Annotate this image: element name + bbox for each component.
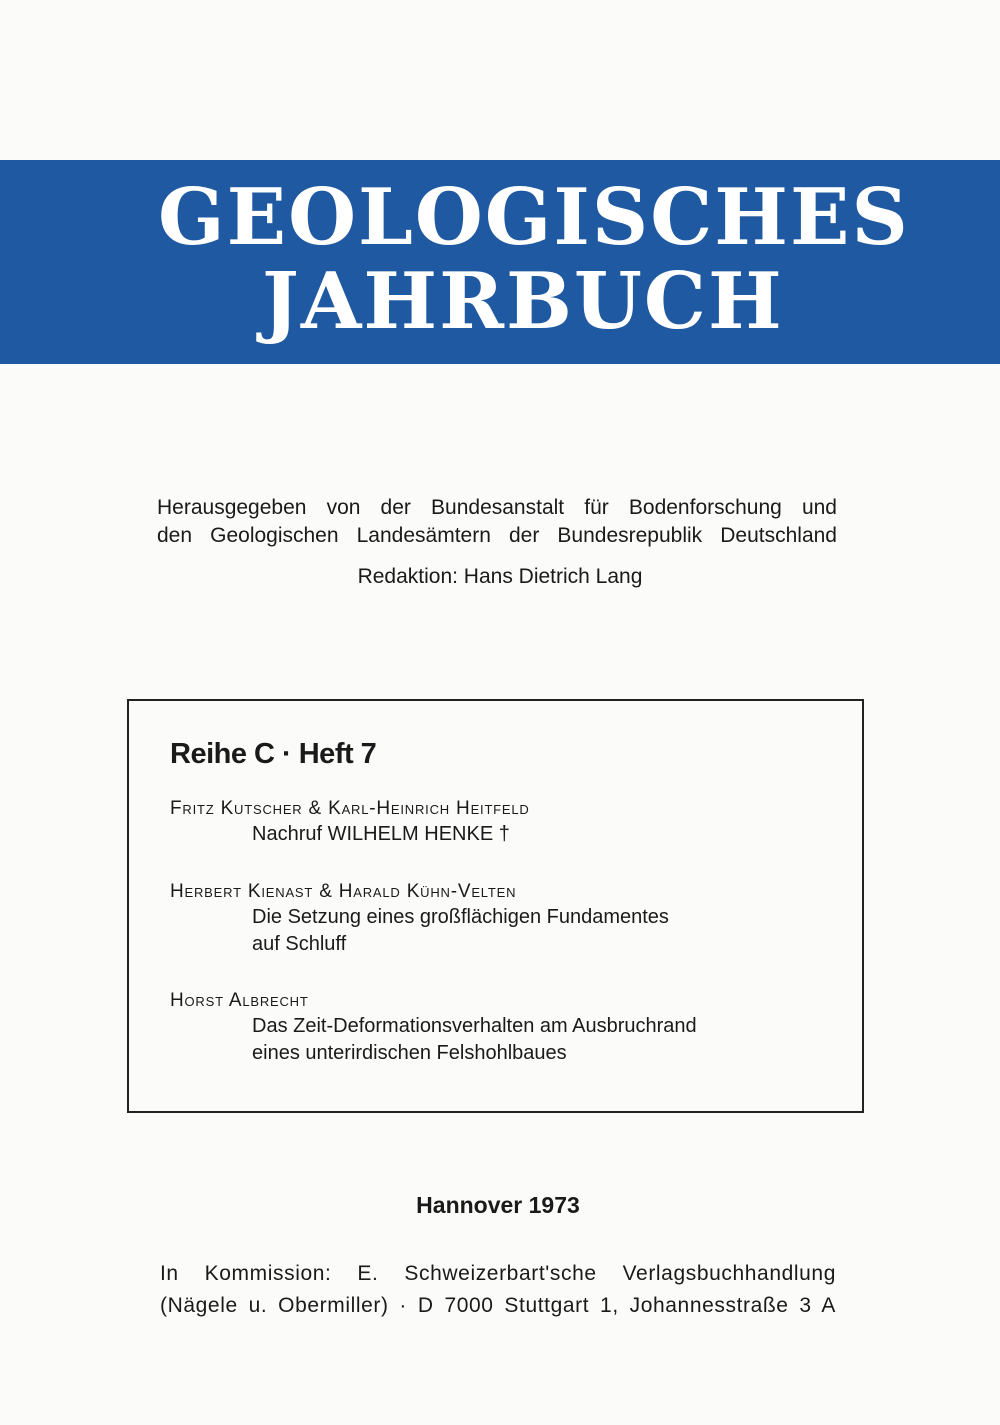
- editor-text: Redaktion: Hans Dietrich Lang: [357, 565, 643, 588]
- journal-title-line-2: JAHRBUCH: [262, 256, 784, 347]
- article-title: [252, 821, 530, 848]
- commission-imprint: [160, 1258, 836, 1322]
- journal-title-line-1: GEOLOGISCHES: [158, 172, 910, 263]
- title-band: [0, 160, 1000, 364]
- article-title-line-1: Das Zeit-Deformationsverhalten am Ausbruchrand: [252, 1015, 697, 1037]
- article-entry: [170, 797, 530, 848]
- contents-box: [127, 699, 864, 1113]
- article-title-line-1: Nachruf WILHELM HENKE †: [252, 823, 510, 845]
- article-title: [252, 1013, 697, 1067]
- article-title-line-2: eines unterirdischen Felshohlbaues: [252, 1042, 567, 1064]
- article-entry: [170, 989, 697, 1067]
- place-year: Hannover 1973: [416, 1192, 580, 1218]
- article-title: [252, 904, 669, 958]
- article-title-line-2: auf Schluff: [252, 933, 347, 955]
- article-entry: [170, 880, 669, 958]
- article-authors: Horst Albrecht: [170, 990, 309, 1011]
- commission-line-1: In Kommission: E. Schweizerbart'sche Verlagsbuchhandlung: [160, 1262, 836, 1285]
- series-heading: Reihe C · Heft 7: [170, 738, 377, 770]
- article-authors: Herbert Kienast & Harald Kühn-Velten: [170, 881, 517, 902]
- article-title-line-1: Die Setzung eines großflächigen Fundamentes: [252, 906, 669, 928]
- article-authors: Fritz Kutscher & Karl-Heinrich Heitfeld: [170, 798, 530, 819]
- commission-line-2: (Nägele u. Obermiller) · D 7000 Stuttgart 1, Johannesstraße 3 A: [160, 1294, 836, 1317]
- publisher-line-2: den Geologischen Landesämtern der Bundesrepublik Deutschland: [157, 524, 837, 547]
- publisher-line-1: Herausgegeben von der Bundesanstalt für Bodenforschung und: [157, 496, 837, 519]
- publisher-statement: [157, 494, 837, 550]
- editor-line: [0, 563, 1000, 591]
